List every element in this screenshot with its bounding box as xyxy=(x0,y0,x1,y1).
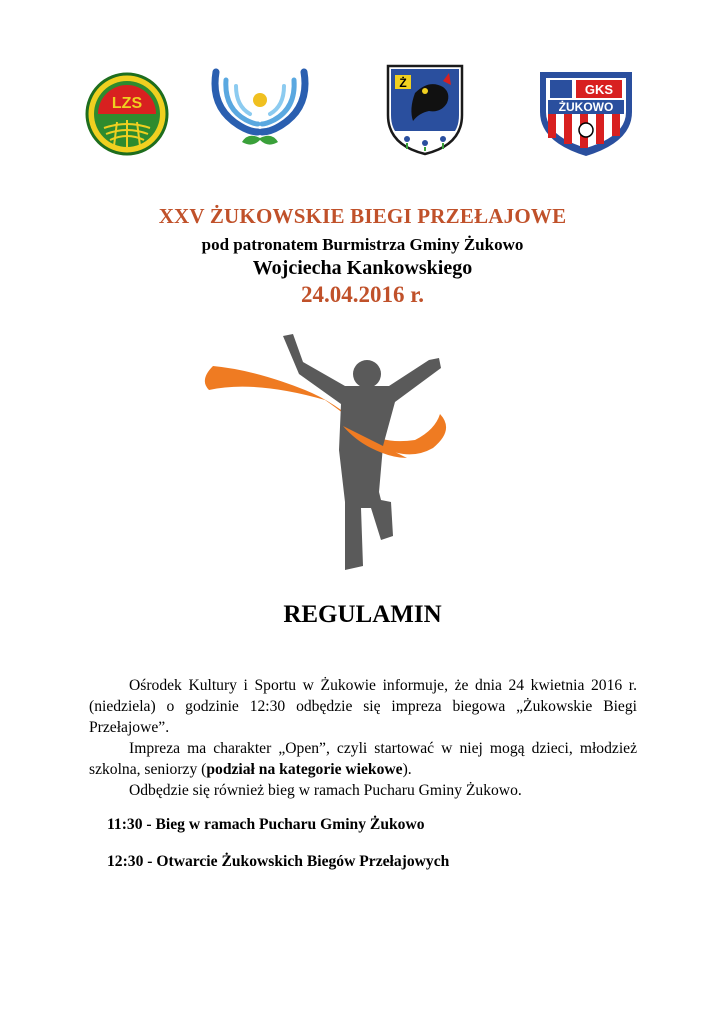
municipality-emblem xyxy=(210,68,310,154)
event-title: XXV ŻUKOWSKIE BIEGI PRZEŁAJOWE xyxy=(158,204,567,228)
runner-illustration xyxy=(195,330,460,580)
coat-letter: Ż xyxy=(399,76,407,90)
schedule-item: 12:30 - Otwarcie Żukowskich Biegów Przełajowych xyxy=(107,853,450,870)
event-date: 24.04.2016 r. xyxy=(300,282,425,307)
paragraph-1: Ośrodek Kultury i Sportu w Żukowie informuje, że dnia 24 kwietnia 2016 r. (niedziela) o godzinie 12:30 odbędzie się impreza biegowa „Żukowskie Biegi Przełajowe”. xyxy=(89,677,637,736)
lzs-logo xyxy=(84,70,170,158)
patron-name: Wojciecha Kankowskiego xyxy=(252,257,473,279)
gks-logo-top-text: GKS xyxy=(584,82,614,97)
paragraph-3: Odbędzie się również bieg w ramach Pucharu Gminy Żukowo. xyxy=(129,782,522,799)
coat-of-arms xyxy=(385,63,465,157)
regulations-text xyxy=(89,675,637,801)
gks-logo-bottom-text: ŻUKOWO xyxy=(558,100,614,114)
lzs-logo-text: LZS xyxy=(111,95,143,112)
gks-zukowo-logo xyxy=(536,68,636,158)
age-categories-note: podział na kategorie wiekowe xyxy=(206,761,403,778)
paragraph-2: Impreza ma charakter „Open”, czyli startować w niej mogą dzieci, młodzież szkolna, seniorzy (podział na kategorie wiekowe). xyxy=(89,740,637,778)
event-subtitle: pod patronatem Burmistrza Gminy Żukowo xyxy=(201,235,524,254)
schedule-item: 11:30 - Bieg w ramach Pucharu Gminy Żukowo xyxy=(107,816,425,833)
section-title: REGULAMIN xyxy=(283,601,442,628)
